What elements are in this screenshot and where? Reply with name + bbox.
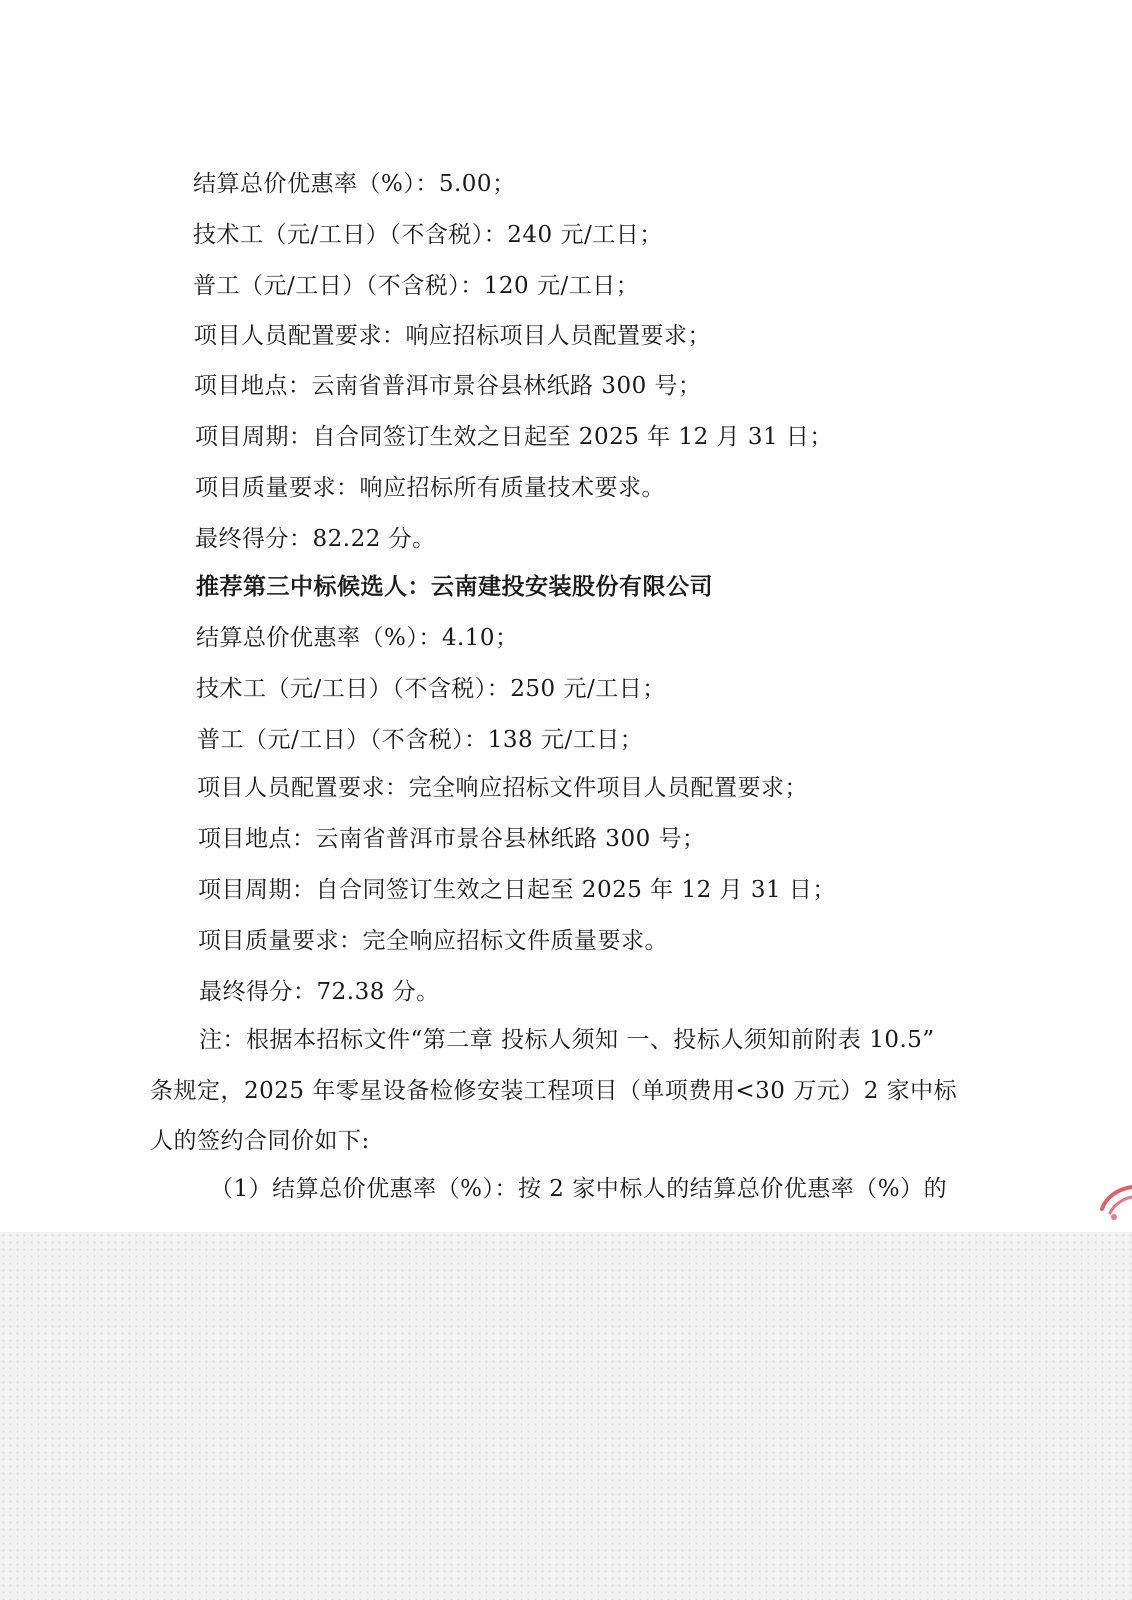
text-line-period-2: 项目周期：自合同签订生效之日起至 2025 年 12 月 31 日； (195, 424, 833, 450)
note-paragraph-line-1: 注：根据本招标文件“第二章 投标人须知 一、投标人须知前附表 10.5” (199, 1027, 935, 1053)
text-line-location-2: 项目地点：云南省普洱市景谷县林纸路 300 号； (194, 373, 702, 399)
cropped-region-mask (0, 1232, 1132, 1600)
section-heading-third-candidate: 推荐第三中标候选人：云南建投安装股份有限公司 (196, 573, 713, 600)
contract-price-item-1: （1）结算总价优惠率（%）：按 2 家中标人的结算总价优惠率（%）的 (210, 1176, 948, 1202)
text-line-discount-rate-2: 结算总价优惠率（%）：5.00； (193, 171, 516, 197)
text-line-skilled-labor-3: 技术工（元/工日）（不含税）：250 元/工日； (196, 676, 666, 702)
text-line-general-labor-2: 普工（元/工日）（不含税）：120 元/工日； (193, 273, 640, 299)
text-line-general-labor-3: 普工（元/工日）（不含税）：138 元/工日； (197, 727, 644, 753)
note-paragraph-line-3: 人的签约合同价如下: (150, 1128, 370, 1154)
text-line-location-3: 项目地点：云南省普洱市景谷县林纸路 300 号； (198, 826, 706, 852)
text-line-score-3: 最终得分：72.38 分。 (199, 979, 440, 1005)
text-line-skilled-labor-2: 技术工（元/工日）（不含税）：240 元/工日； (193, 222, 663, 248)
text-line-staffing-2: 项目人员配置要求：响应招标项目人员配置要求； (194, 323, 711, 349)
text-line-period-3: 项目周期：自合同签订生效之日起至 2025 年 12 月 31 日； (198, 877, 836, 903)
text-line-staffing-3: 项目人员配置要求：完全响应招标文件项目人员配置要求； (197, 775, 808, 801)
text-line-quality-2: 项目质量要求：响应招标所有质量技术要求。 (195, 475, 665, 501)
note-paragraph-line-2: 条规定，2025 年零星设备检修安装工程项目（单项费用<30 万元）2 家中标 (150, 1078, 958, 1104)
text-line-discount-rate-3: 结算总价优惠率（%）：4.10； (196, 625, 519, 651)
red-stamp-fragment (1092, 1183, 1132, 1227)
text-line-quality-3: 项目质量要求：完全响应招标文件质量要求。 (198, 928, 668, 954)
text-line-score-2: 最终得分：82.22 分。 (195, 526, 436, 552)
